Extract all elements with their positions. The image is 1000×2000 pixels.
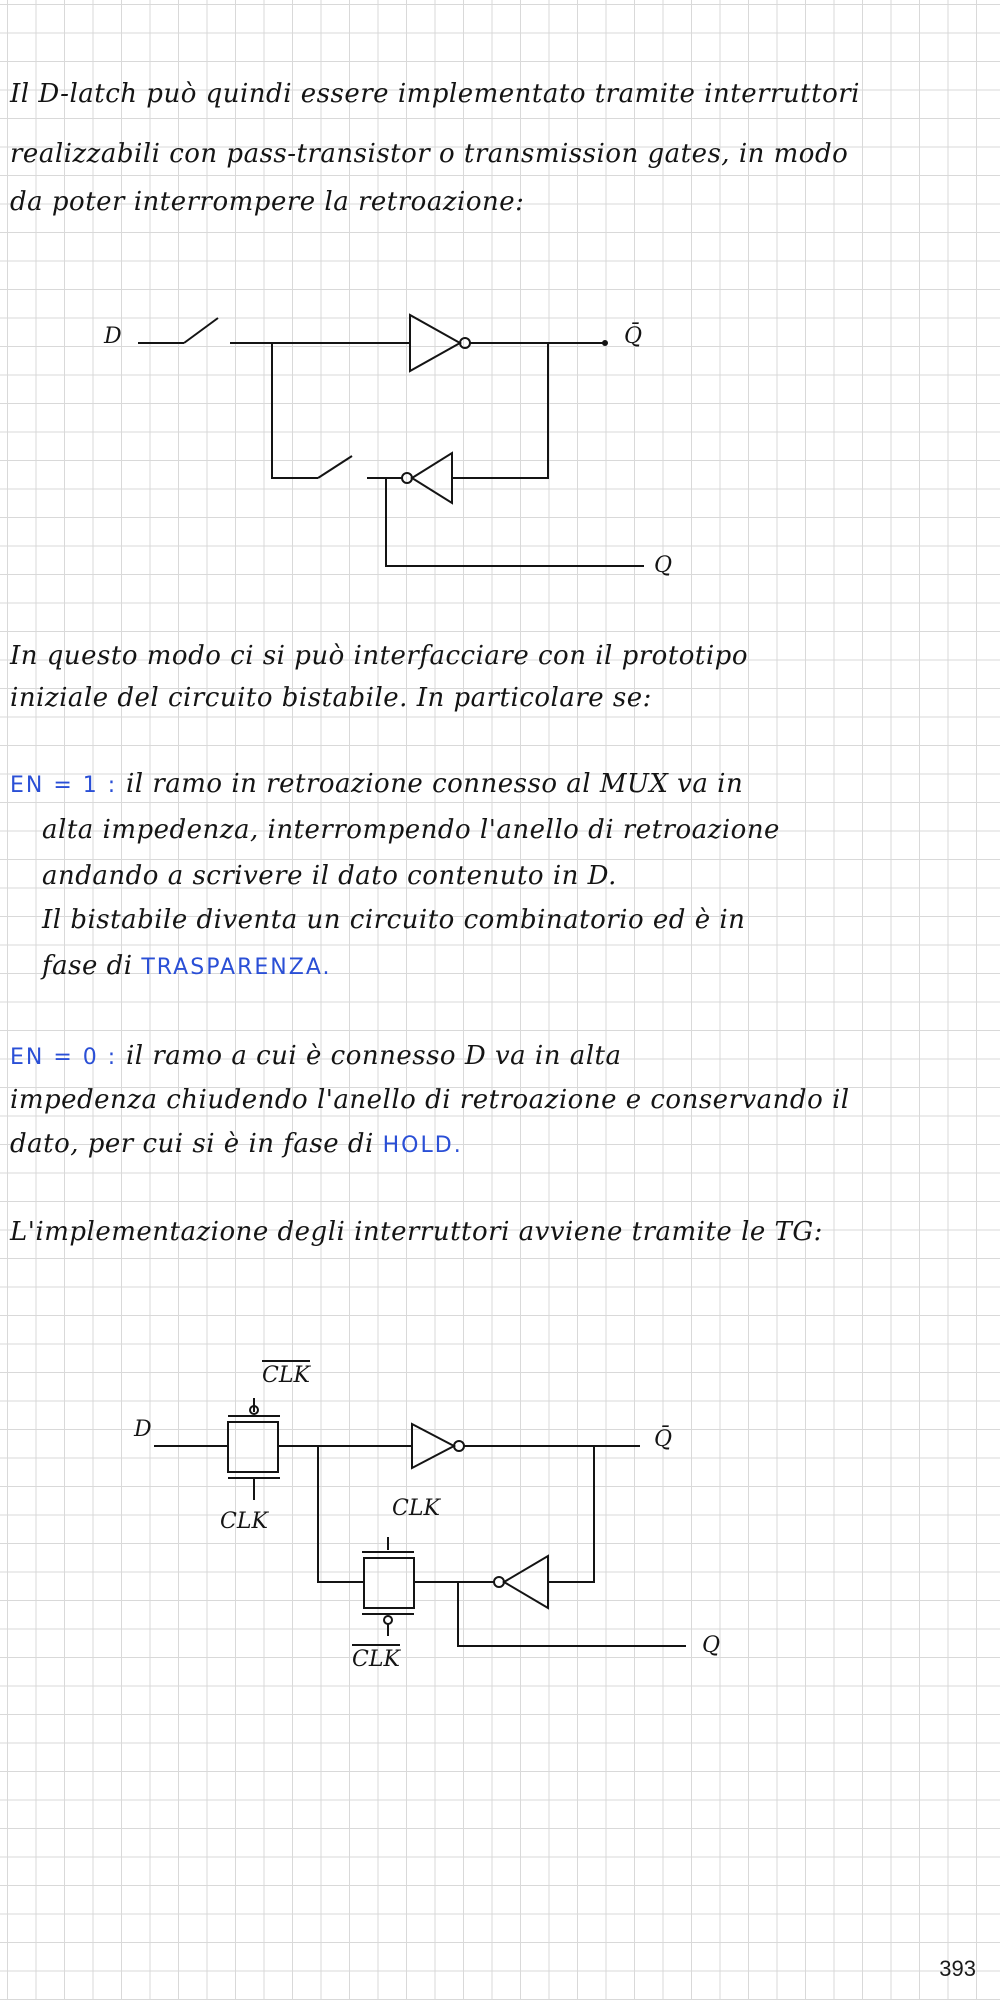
- en1-phase-line: [42, 948, 1000, 986]
- en1-phase-prefix: fase di: [42, 951, 133, 981]
- text-line: iniziale del circuito bistabile. In particolare se:: [10, 683, 652, 713]
- wire: [318, 1446, 364, 1582]
- tg-latch-circuit: [0, 1340, 1000, 1680]
- inverter-forward: [412, 1424, 454, 1468]
- clk-label: CLK: [220, 1509, 268, 1534]
- switch-input: [184, 318, 218, 343]
- text-line: da poter interrompere la retroazione:: [10, 187, 525, 217]
- page-number: 393: [939, 1956, 976, 1981]
- text-line: Il bistabile diventa un circuito combinatorio ed è in: [42, 905, 746, 935]
- wire: [272, 343, 318, 478]
- transmission-gate-feedback: [364, 1558, 414, 1608]
- text-line: L'implementazione degli interruttori avviene tramite le TG:: [10, 1217, 823, 1247]
- switch-feedback: [318, 456, 352, 478]
- text-line: In questo modo ci si può interfacciare con il prototipo: [10, 641, 748, 671]
- text-line: alta impedenza, interrompendo l'anello di retroazione: [42, 815, 780, 845]
- input-d-label: D: [134, 1417, 152, 1442]
- hold-keyword: HOLD.: [382, 1133, 463, 1158]
- output-node: [602, 340, 608, 346]
- transparency-keyword: TRASPARENZA.: [141, 955, 332, 980]
- clk-label: CLK: [392, 1496, 440, 1521]
- output-q-label: Q: [702, 1633, 721, 1658]
- text-line: andando a scrivere il dato contenuto in D.: [42, 861, 617, 891]
- inverter-feedback: [412, 453, 452, 503]
- en0-phase-prefix: dato, per cui si è in fase di: [10, 1129, 374, 1159]
- transmission-gate-input: [228, 1422, 278, 1472]
- en1-label: EN = 1 :: [10, 773, 118, 798]
- wire: [386, 478, 644, 566]
- wire: [548, 1446, 594, 1582]
- gate-bubble: [384, 1616, 392, 1624]
- en0-text: il ramo a cui è connesso D va in alta: [125, 1041, 622, 1071]
- en0-line: [10, 1038, 985, 1076]
- en0-phase-line: [10, 1126, 985, 1164]
- en1-text: il ramo in retroazione connesso al MUX va in: [125, 769, 744, 799]
- en1-line: [10, 766, 985, 804]
- output-qbar-label: Q̄: [624, 324, 643, 349]
- text-line: impedenza chiudendo l'anello di retroazione e conservando il: [10, 1085, 850, 1115]
- input-d-label: D: [104, 324, 122, 349]
- d-latch-switch-circuit: [0, 290, 1000, 590]
- clk-bar-label: CLK: [352, 1647, 400, 1672]
- wire: [458, 1582, 686, 1646]
- wire: [452, 343, 548, 478]
- en0-label: EN = 0 :: [10, 1045, 118, 1070]
- text-line: realizzabili con pass-transistor o transmission gates, in modo: [10, 139, 849, 169]
- inverter-feedback: [504, 1556, 548, 1608]
- text-line: Il D-latch può quindi essere implementato tramite interruttori: [10, 79, 860, 109]
- inverter-forward: [410, 315, 460, 371]
- output-qbar-label: Q̄: [654, 1427, 673, 1452]
- clk-bar-label: CLK: [262, 1363, 310, 1388]
- output-q-label: Q: [654, 553, 673, 578]
